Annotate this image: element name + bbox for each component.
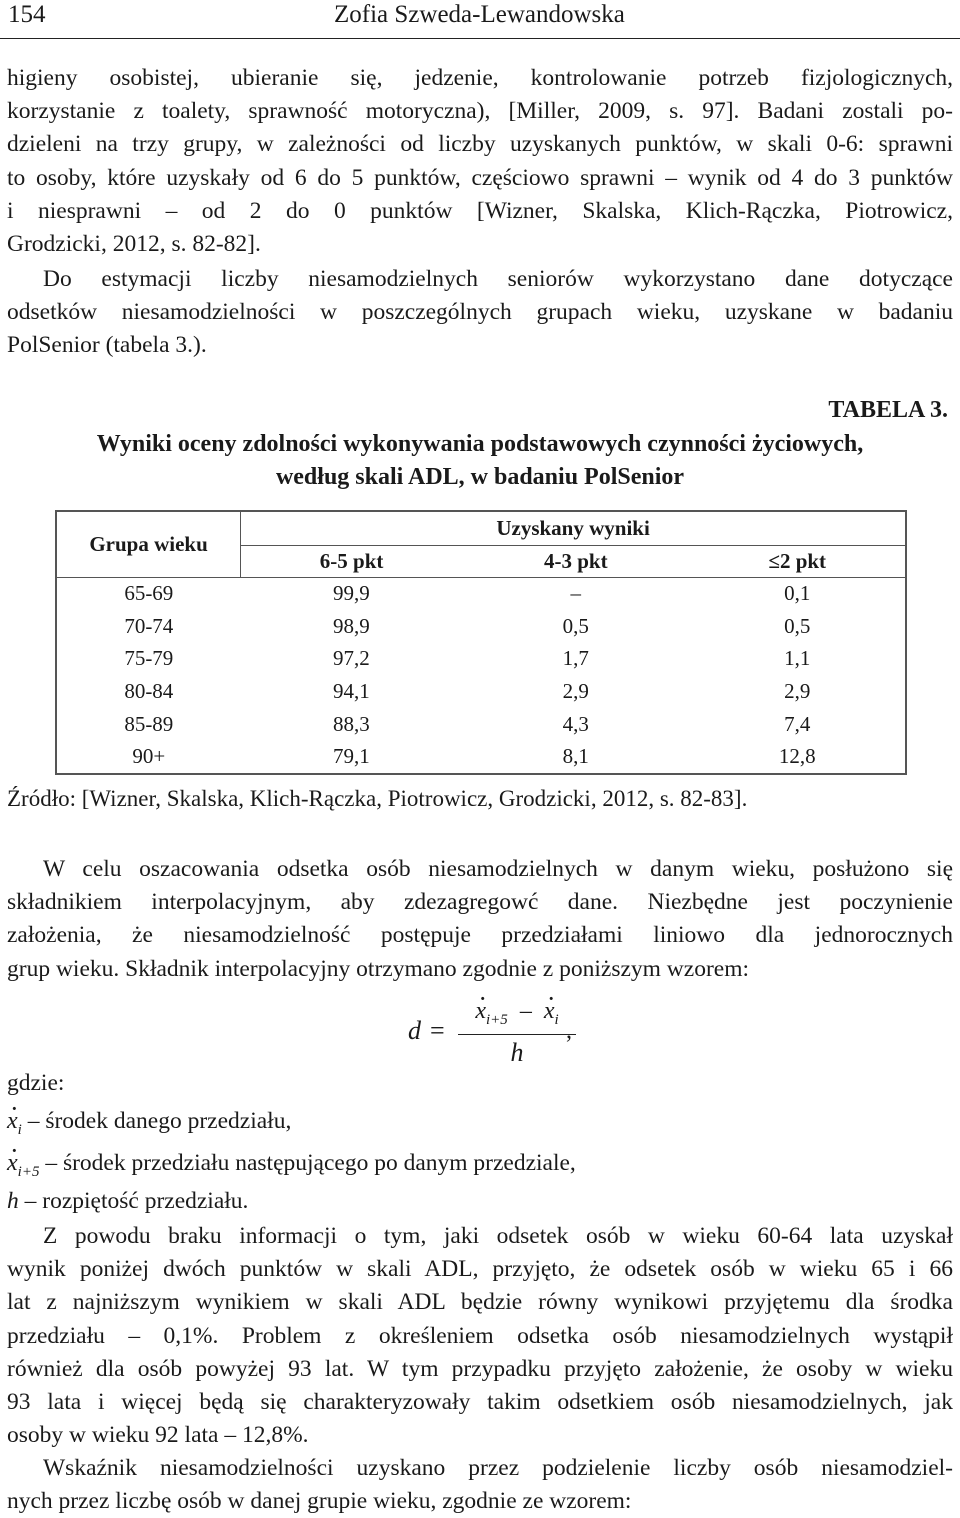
- text-line: osoby w wieku 92 lata – 12,8%.: [7, 1422, 309, 1449]
- text-line: Wskaźnik niesamodzielności uzyskano przez podzielenie liczby osób niesamodziel-: [43, 1455, 953, 1481]
- def-text: – rozpiętość przedziału.: [18, 1188, 249, 1214]
- cell-age: 75-79: [56, 643, 241, 676]
- interpolation-formula: [408, 998, 608, 1073]
- cell-age: 80-84: [56, 675, 241, 708]
- formula-x-dot: · x: [544, 998, 555, 1025]
- def-x-dot: · x: [7, 1108, 18, 1135]
- formula-comma: ,: [566, 1018, 572, 1044]
- cell-value: 2,9: [690, 675, 907, 708]
- def-sub: i+5: [17, 1164, 40, 1180]
- def-x-dot: · x: [7, 1150, 18, 1177]
- text-line: nych przez liczbę osób w danej grupie wieku, zgodnie ze wzorem:: [7, 1488, 632, 1515]
- def-text: – środek danego przedziału,: [21, 1108, 292, 1134]
- table-source-note: Źródło: [Wizner, Skalska, Klich-Rączka, Piotrowicz, Grodzicki, 2012, s. 82-83].: [7, 786, 748, 811]
- formula-sub: i+5: [486, 1012, 508, 1028]
- paragraph-adl-groups: [7, 62, 953, 261]
- cell-value: 0,1: [690, 577, 907, 610]
- table-title-line-2: według skali ADL, w badaniu PolSenior: [275, 464, 685, 490]
- text-line: Do estymacji liczby niesamodzielnych seniorów wykorzystano dane dotyczące: [43, 266, 953, 292]
- def-h-var: h: [7, 1188, 19, 1214]
- definition-xi: [7, 1108, 292, 1138]
- text-line: również dla osób powyżej 93 lat. W tym przypadku przyjęto założenie, że osoby w wieku: [7, 1355, 953, 1382]
- cell-value: 1,7: [562, 646, 589, 671]
- cell-value: 99,9: [332, 581, 370, 606]
- cell-value: 79,1: [241, 740, 462, 774]
- page-header: [0, 0, 960, 39]
- text-line: higieny osobistej, ubieranie się, jedzenie, kontrolowanie potrzeb fizjologicznych,: [7, 65, 953, 91]
- cell-value: 1,1: [690, 643, 907, 676]
- cell-value: 2,9: [562, 679, 589, 704]
- running-head-author: Zofia Szweda-Lewandowska: [334, 1, 625, 28]
- text-line: założenia, że niesamodzielność postępuje przedziałami liniowo dla jednorocznych: [7, 922, 953, 949]
- cell-value: 0,5: [562, 613, 589, 638]
- definition-h: [7, 1188, 248, 1215]
- text-line: to osoby, które uzyskały od 6 do 5 punktów, częściowo sprawni – wynik od 4 do 3 punktów: [7, 164, 953, 191]
- cell-value: 8,1: [462, 740, 689, 774]
- table-row: [56, 740, 906, 774]
- paragraph-interpolation: [7, 853, 953, 986]
- formula-lhs: d: [408, 1016, 421, 1045]
- formula-sub: i: [554, 1012, 559, 1028]
- text-line: lat z najniższym wynikiem w skali ADL będzie równy wynikowi przyjętemu dla środka: [7, 1289, 953, 1316]
- text-line: i niesprawni – od 2 do 0 punktów [Wizner, Skalska, Klich-Rączka, Piotrowicz,: [7, 197, 953, 224]
- table-title-line-1: Wyniki oceny zdolności wykonywania podstawowych czynności życiowych,: [96, 431, 864, 457]
- formula-minus: –: [519, 998, 532, 1024]
- definitions-intro: gdzie:: [7, 1070, 65, 1096]
- cell-age: 85-89: [56, 708, 241, 741]
- cell-age: 70-74: [56, 610, 241, 643]
- page-number: 154: [8, 1, 46, 28]
- cell-value: 4,3: [562, 711, 589, 736]
- table-label: TABELA 3.: [828, 397, 948, 423]
- cell-value: 94,1: [332, 679, 370, 704]
- table-row: [56, 708, 906, 741]
- cell-age: 90+: [56, 740, 241, 774]
- cell-value: 0,5: [690, 610, 907, 643]
- text-line: PolSenior (tabela 3.).: [7, 332, 207, 359]
- text-line: dzieleni na trzy grupy, w zależności od liczby uzyskanych punktów, w skali 0-6: sprawni: [7, 131, 953, 158]
- text-line: przedziału – 0,1%. Problem z określeniem odsetka osób niesamodzielnych wystąpił: [7, 1322, 953, 1349]
- paragraph-indicator: [7, 1452, 953, 1518]
- table-row: [56, 675, 906, 708]
- table-row: [56, 577, 906, 610]
- header-col-4-3: 4-3 pkt: [462, 545, 689, 577]
- header-result: Uzyskany wyniki: [241, 511, 906, 545]
- formula-equals: =: [430, 1016, 445, 1045]
- def-sub: i: [17, 1122, 22, 1138]
- header-col-le2: ≤2 pkt: [690, 545, 907, 577]
- definition-xi5: [7, 1150, 576, 1180]
- cell-value: 7,4: [690, 708, 907, 741]
- header-col-6-5: 6-5 pkt: [241, 545, 462, 577]
- fraction-bar: [458, 1034, 576, 1035]
- text-line: W celu oszacowania odsetka osób niesamodzielnych w danym wieku, posłużono się: [43, 856, 953, 882]
- cell-value: 97,2: [332, 646, 370, 671]
- formula-numerator: [458, 998, 576, 1028]
- cell-value: 98,9: [332, 613, 370, 638]
- paragraph-estimation: [7, 263, 953, 363]
- header-age-group: Grupa wieku: [56, 511, 241, 577]
- table-row: [56, 643, 906, 676]
- text-line: korzystanie z toalety, sprawność motoryczna), [Miller, 2009, s. 97]. Badani zostali po-: [7, 98, 953, 125]
- formula-denominator: h: [510, 1038, 524, 1067]
- cell-value: 12,8: [690, 740, 907, 774]
- text-line: 93 lata i więcej będą się charakteryzowały takim odsetkiem osób niesamodzielnych, jak: [7, 1389, 953, 1416]
- text-line: odsetków niesamodzielności w poszczególnych grupach wieku, uzyskane w badaniu: [7, 299, 953, 326]
- text-line: grup wieku. Składnik interpolacyjny otrzymano zgodnie z poniższym wzorem:: [7, 955, 750, 982]
- def-text: – środek przedziału następującego po danym przedziale,: [39, 1150, 576, 1176]
- text-line: Z powodu braku informacji o tym, jaki odsetek osób w wieku 60-64 lata uzyskał: [43, 1223, 953, 1249]
- cell-age: 65-69: [56, 577, 241, 610]
- table-row: [56, 610, 906, 643]
- formula-x-dot: · x: [475, 998, 486, 1025]
- cell-value: 88,3: [332, 711, 370, 736]
- text-line: wynik poniżej dwóch punktów w skali ADL, przyjęto, że odsetek osób w wieku 65 i 66: [7, 1256, 953, 1283]
- paragraph-assumptions: [7, 1220, 953, 1452]
- cell-value: –: [570, 581, 582, 606]
- text-line: składnikiem interpolacyjnym, aby zdezagregowć dane. Niezbędne jest poczynienie: [7, 889, 953, 916]
- text-line: Grodzicki, 2012, s. 82-82].: [7, 231, 261, 258]
- adl-results-table: [55, 510, 907, 775]
